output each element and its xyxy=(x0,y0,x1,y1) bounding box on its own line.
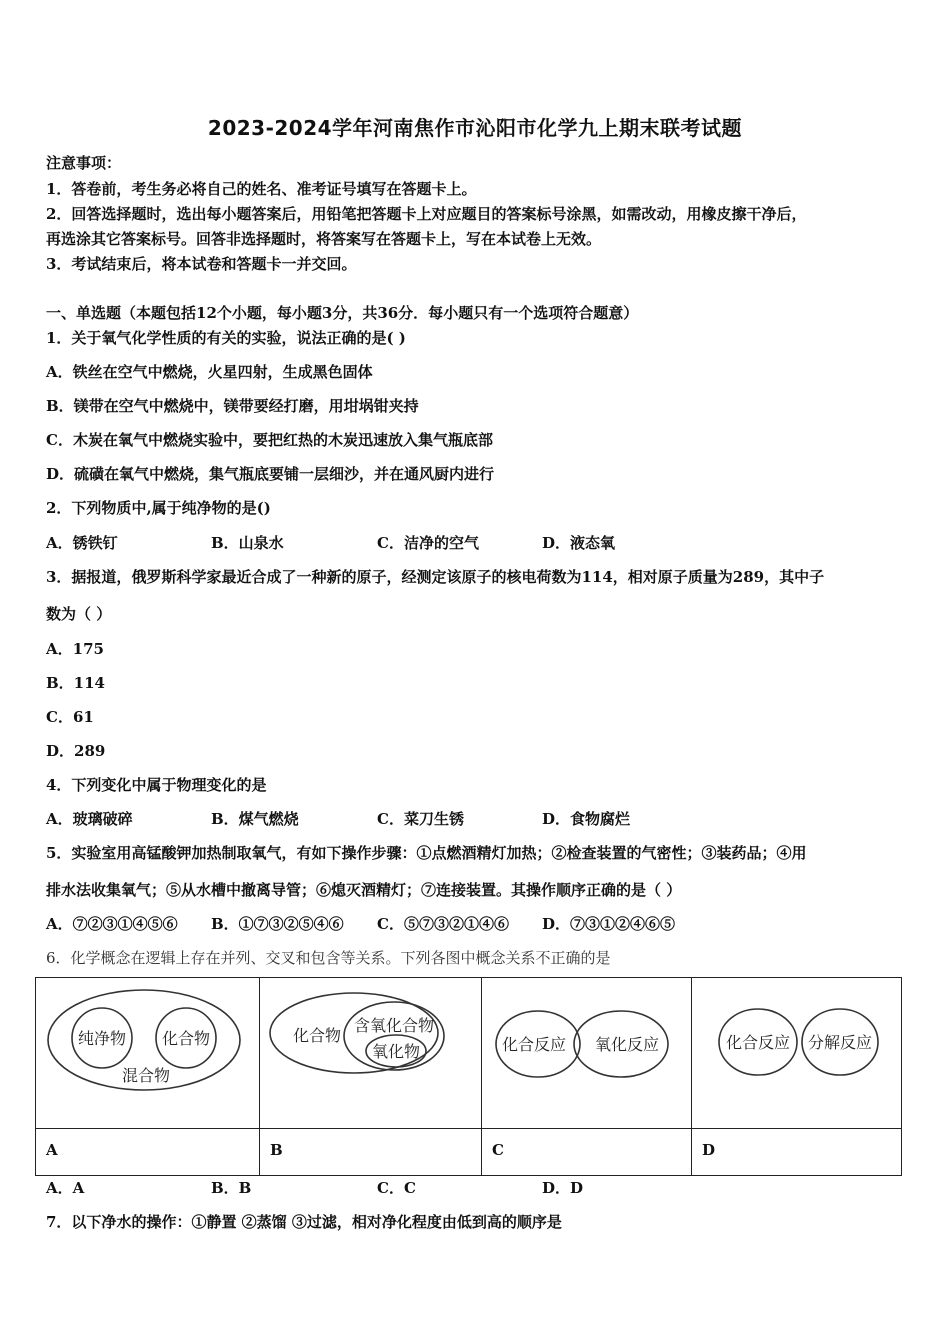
question-3-stem-cont: 数为（ ） xyxy=(46,605,112,623)
concept-diagram-table xyxy=(35,977,902,1176)
q2-option-a: A．锈铁钉 xyxy=(46,534,118,552)
q5-option-d: D．⑦③①②④⑥⑤ xyxy=(542,915,676,933)
q2-option-c: C．洁净的空气 xyxy=(377,534,479,552)
diagram-label-a: A xyxy=(46,1141,58,1159)
diagram-a xyxy=(36,978,258,1124)
q5-option-b: B．①⑦③②⑤④⑥ xyxy=(211,915,344,933)
diagram-label-d-cell xyxy=(692,1129,902,1176)
q2-option-b: B．山泉水 xyxy=(211,534,284,552)
notice-item: 3．考试结束后，将本试卷和答题卡一并交回。 xyxy=(46,255,357,273)
diagram-label-b: B xyxy=(270,1141,283,1159)
page-title: 2023-2024学年河南焦作市沁阳市化学九上期末联考试题 xyxy=(207,116,743,140)
q1-option-a: A．铁丝在空气中燃烧，火星四射，生成黑色固体 xyxy=(46,363,373,381)
q3-option-c: C．61 xyxy=(46,708,94,726)
diagram-b xyxy=(260,978,480,1124)
q3-option-b: B．114 xyxy=(46,674,105,692)
diagram-label-a-cell xyxy=(36,1129,260,1176)
q1-option-b: B．镁带在空气中燃烧中，镁带要经打磨，用坩埚钳夹持 xyxy=(46,397,419,415)
q1-option-d: D．硫磺在氧气中燃烧，集气瓶底要铺一层细沙，并在通风厨内进行 xyxy=(46,465,495,483)
diagram-a-right-label: 化合物 xyxy=(161,1029,211,1048)
q4-option-c: C．菜刀生锈 xyxy=(377,810,464,828)
diagram-d-left-label: 化合反应 xyxy=(725,1033,791,1052)
section-heading: 一、单选题（本题包括12个小题，每小题3分，共36分．每小题只有一个选项符合题意） xyxy=(46,304,639,322)
diagram-c-left-label: 化合反应 xyxy=(501,1035,567,1054)
q6-option-d: D．D xyxy=(542,1179,584,1197)
q6-option-a: A．A xyxy=(46,1179,85,1197)
diagram-b-inner-label: 氧化物 xyxy=(371,1042,421,1061)
question-6-stem: 6．化学概念在逻辑上存在并列、交叉和包含等关系。下列各图中概念关系不正确的是 xyxy=(46,949,611,967)
notice-item: 2．回答选择题时，选出每小题答案后，用铅笔把答题卡上对应题目的答案标号涂黑，如需改动，用橡皮擦干净后， xyxy=(46,205,807,223)
question-7-stem: 7．以下净水的操作：①静置 ②蒸馏 ③过滤，相对净化程度由低到高的顺序是 xyxy=(46,1213,562,1231)
notice-item: 再选涂其它答案标号。回答非选择题时，将答案写在答题卡上，写在本试卷上无效。 xyxy=(46,230,602,248)
notice-item: 1．答卷前，考生务必将自己的姓名、准考证号填写在答题卡上。 xyxy=(46,180,477,198)
question-4-stem: 4．下列变化中属于物理变化的是 xyxy=(46,776,267,794)
notice-heading: 注意事项： xyxy=(46,154,122,172)
question-5-stem-cont: 排水法收集氧气；⑤从水槽中撤离导管；⑥熄灭酒精灯；⑦连接装置。其操作顺序正确的是（ ） xyxy=(46,881,682,899)
q2-option-d: D．液态氧 xyxy=(542,534,616,552)
diagram-label-c-cell xyxy=(482,1129,692,1176)
diagram-d xyxy=(692,978,900,1124)
q4-option-b: B．煤气燃烧 xyxy=(211,810,299,828)
q3-option-a: A．175 xyxy=(46,640,104,658)
diagram-b-outer-label: 化合物 xyxy=(292,1026,342,1045)
q6-option-c: C．C xyxy=(377,1179,416,1197)
diagram-b-middle-label: 含氧化合物 xyxy=(353,1016,435,1035)
diagram-d-right-label: 分解反应 xyxy=(807,1033,873,1052)
diagram-label-c: C xyxy=(492,1141,504,1159)
diagram-label-b-cell xyxy=(260,1129,482,1176)
question-3-stem: 3．据报道，俄罗斯科学家最近合成了一种新的原子，经测定该原子的核电荷数为114，相对原子质量为289，其中子 xyxy=(46,568,825,586)
question-2-stem: 2．下列物质中,属于纯净物的是() xyxy=(46,499,271,517)
diagram-b-cell xyxy=(260,978,482,1129)
q4-option-a: A．玻璃破碎 xyxy=(46,810,133,828)
q3-option-d: D．289 xyxy=(46,742,106,760)
diagram-a-cell xyxy=(36,978,260,1129)
q4-option-d: D．食物腐烂 xyxy=(542,810,631,828)
question-1-stem: 1．关于氧气化学性质的有关的实验，说法正确的是( ) xyxy=(46,329,406,347)
diagram-label-d: D xyxy=(702,1141,716,1159)
diagram-a-outer-label: 混合物 xyxy=(121,1066,171,1085)
diagram-a-left-label: 纯净物 xyxy=(77,1029,127,1048)
q6-option-b: B．B xyxy=(211,1179,252,1197)
diagram-d-cell xyxy=(692,978,902,1129)
q5-option-c: C．⑤⑦③②①④⑥ xyxy=(377,915,509,933)
diagram-c-right-label: 氧化反应 xyxy=(594,1035,660,1054)
diagram-c-cell xyxy=(482,978,692,1129)
diagram-c xyxy=(482,978,690,1124)
q5-option-a: A．⑦②③①④⑤⑥ xyxy=(46,915,178,933)
question-5-stem: 5．实验室用高锰酸钾加热制取氧气，有如下操作步骤：①点燃酒精灯加热；②检查装置的气密性；③装药品；④用 xyxy=(46,844,807,862)
q1-option-c: C．木炭在氧气中燃烧实验中，要把红热的木炭迅速放入集气瓶底部 xyxy=(46,431,493,449)
